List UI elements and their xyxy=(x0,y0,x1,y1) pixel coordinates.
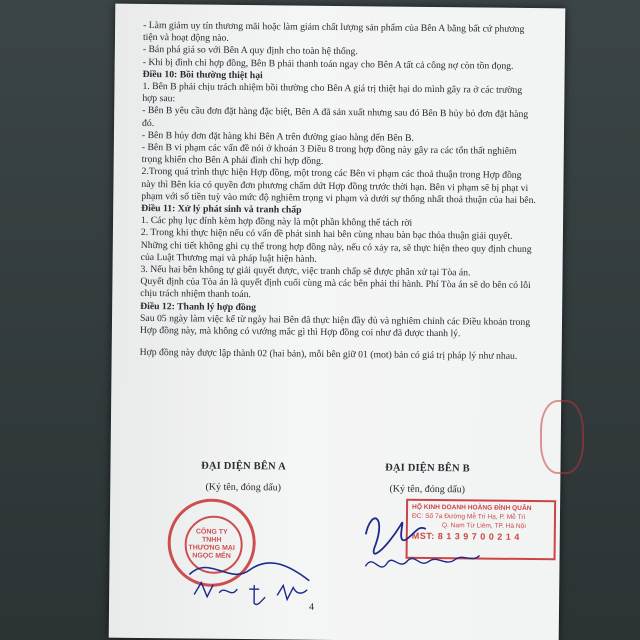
company-seal-stamp: CÔNG TY TNHH THƯƠNG MẠI NGỌC MẾN xyxy=(167,498,256,587)
closing-paragraph: Hợp đồng này được lập thành 02 (hai bản), mỗi bên giữ 01 (mot) bản có giá trị pháp lý như nhau. xyxy=(139,347,518,363)
contract-page xyxy=(109,4,566,640)
paragraph: 2.Trong quá trình thực hiện Hợp đồng, một trong các Bên vi phạm các thoả thuận trong Hợp đồng này thì Bên kia có quyền đơn phương chấm dứt Hợp đồng trước thời hạn. Bên vi phạm sẽ bị phạt vi phạm với số tiền tuỳ vào mức độ nghiêm trọng vi phạm và dưới sự thống nhất thoả thuận của hai bên. xyxy=(141,166,536,206)
party-b-note: (Ký tên, đóng dấu) xyxy=(389,483,466,496)
paragraph: - Bên B yêu cầu đơn đặt hàng đặc biệt, Bên A đã sản xuất nhưng sau đó Bên B hủy bỏ đơn đặt hàng đó. xyxy=(142,105,529,129)
paragraph: Quyết định của Tòa án là quyết định cuối cùng mà các bên phải thi hành. Phí Tòa án sẽ do bên có lỗi chịu trách nhiệm thanh toán. xyxy=(140,276,531,301)
party-a-handwritten-signature xyxy=(179,544,320,615)
paragraph: Sau 05 ngày làm việc kể từ ngày hai Bên đã thực hiện đầy đủ và nghiêm chỉnh các Điều khoản trong Hợp đồng này, mà không có vướng mắc gì thì Hợp đồng coi như đã được thanh lý. xyxy=(139,312,531,340)
paragraph: - Khi bị đình chỉ hợp đồng, Bên B phải thanh toán ngay cho Bên A tất cả công nợ còn tồn đọng. xyxy=(142,56,514,72)
section-heading: Điều 11: Xử lý phát sinh và tranh chấp xyxy=(141,202,302,216)
paragraph: 1. Các phụ lục đính kèm hợp đồng này là một phần không thể tách rời xyxy=(141,215,413,230)
party-b-title: ĐẠI DIỆN BÊN B xyxy=(385,462,470,475)
partial-stamp-edge xyxy=(540,400,584,474)
paragraph: - Làm giảm uy tín thương mãi hoặc làm giảm chất lượng sản phẩm của Bên A bằng bất cứ phương tiện và hoạt động nào. xyxy=(142,19,525,45)
paragraph: - Bán phá giá so với Bên A quy định cho toàn hệ thống. xyxy=(142,44,358,58)
party-a-title: ĐẠI DIỆN BÊN A xyxy=(201,460,286,473)
contract-body xyxy=(140,20,539,364)
paragraph: 1. Bên B phải chịu trách nhiệm bồi thường cho Bên A giá trị thiệt hại do mình gây ra ở các trường hợp sau: xyxy=(142,80,523,105)
section-heading: Điều 12: Thanh lý hợp đồng xyxy=(140,300,257,313)
party-a-note: (Ký tên, đóng dấu) xyxy=(205,481,282,494)
section-heading: Điều 10: Bồi thường thiệt hại xyxy=(142,68,263,82)
paragraph: - Bên B hủy đơn đặt hàng khi Bên A trên đường giao hàng đến Bên B. xyxy=(141,129,414,144)
party-b-handwritten-signature xyxy=(345,504,496,586)
paragraph: - Bên B vi phạm các vấn đề nói ở khoản 3 Điều 8 trong hợp đồng này gây ra các tổn thất nghiêm trọng khiến cho Bên A phải đình chỉ hợp đồng. xyxy=(141,141,517,168)
paragraph: 3. Nếu hai bên không tự giải quyết được, việc tranh chấp sẽ được phân xử tại Tòa án. xyxy=(140,264,471,279)
page-number: 4 xyxy=(308,601,315,613)
party-b-signature-block xyxy=(332,462,522,496)
party-a-signature-block xyxy=(148,460,338,494)
business-stamp: HỘ KINH DOANH HOÀNG ĐÌNH QUÂN ĐC: Số 7a Đường Mễ Trì Hạ, P. Mễ Trì Q. Nam Từ Liêm, TP. Hà Nội MST: 8 1 3 9 7 0 0 2 1 4 xyxy=(406,499,557,561)
paragraph: 2. Trong khi thực hiện nếu có vấn đề phát sinh hai bên cùng nhau bàn bạc thỏa thuận giải quyết. Những chi tiết không ghi cụ thể trong hợp đồng này, nếu có xảy ra, sẽ thực hiện theo quy định chung của Luật Thương mại và pháp luật hiện hành. xyxy=(140,227,532,265)
